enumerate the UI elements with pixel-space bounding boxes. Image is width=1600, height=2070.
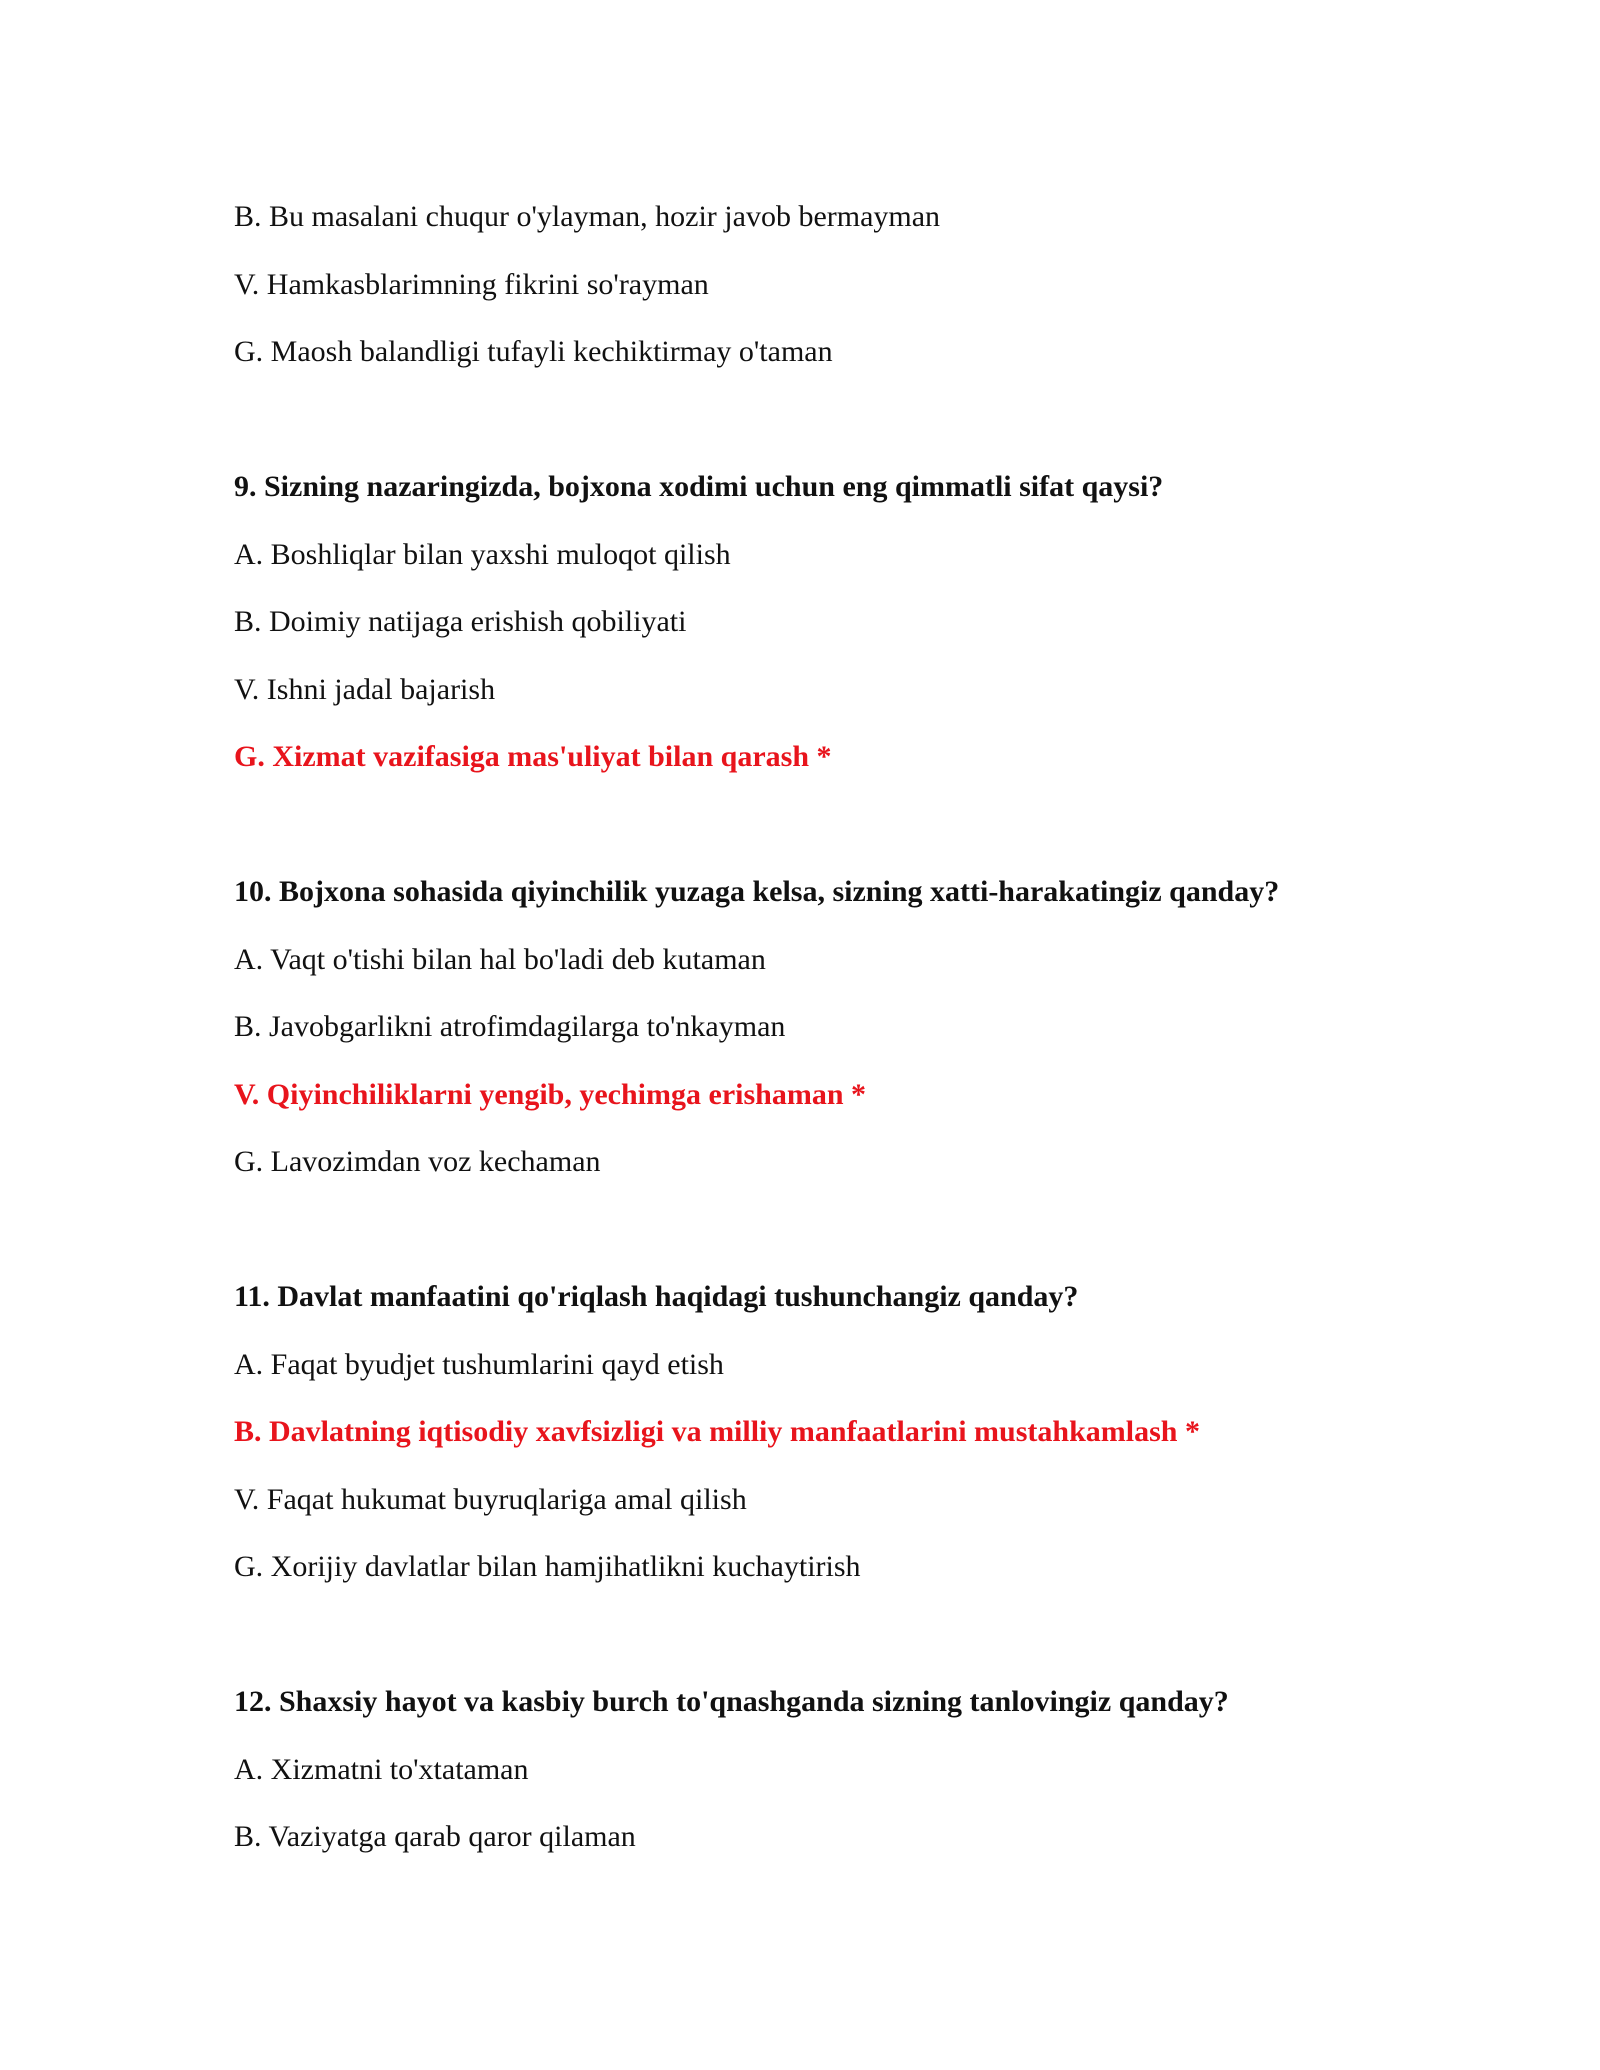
spacer [234, 1601, 1434, 1669]
option-11-g: G. Xorijiy davlatlar bilan hamjihatlikni kuchaytirish [234, 1550, 861, 1583]
option-12-a: A. Xizmatni to'xtataman [234, 1752, 529, 1786]
question-block-9 [234, 453, 1434, 791]
question-block-12 [234, 1668, 1434, 1871]
spacer [234, 791, 1434, 859]
question-title: 11. Davlat manfaatini qo'riqlash haqidagi tushunchangiz qanday? [234, 1280, 1079, 1313]
option-8-b: B. Bu masalani chuqur o'ylayman, hozir javob bermayman [234, 200, 941, 233]
option-8-v: V. Hamkasblarimning fikrini so'rayman [234, 267, 709, 301]
option-9-g-correct: G. Xizmat vazifasiga mas'uliyat bilan qarash * [234, 740, 832, 773]
question-8-continued-options [234, 183, 1434, 386]
spacer [234, 1196, 1434, 1264]
question-title: 12. Shaxsiy hayot va kasbiy burch to'qnashganda sizning tanlovingiz qanday? [234, 1685, 1229, 1718]
option-10-a: A. Vaqt o'tishi bilan hal bo'ladi deb kutaman [234, 942, 766, 976]
option-11-b-correct: B. Davlatning iqtisodiy xavfsizligi va milliy manfaatlarini mustahkamlash * [234, 1415, 1200, 1448]
question-block-11 [234, 1263, 1434, 1601]
document-page [234, 183, 1434, 1871]
question-title: 10. Bojxona sohasida qiyinchilik yuzaga kelsa, sizning xatti-harakatingiz qanday? [234, 875, 1280, 908]
option-12-b: B. Vaziyatga qarab qaror qilaman [234, 1820, 636, 1853]
question-block-10 [234, 858, 1434, 1196]
spacer [234, 386, 1434, 454]
option-10-g: G. Lavozimdan voz kechaman [234, 1145, 601, 1178]
option-8-g: G. Maosh balandligi tufayli kechiktirmay o'taman [234, 335, 833, 368]
option-11-a: A. Faqat byudjet tushumlarini qayd etish [234, 1347, 724, 1381]
option-11-v: V. Faqat hukumat buyruqlariga amal qilish [234, 1482, 747, 1516]
option-10-v-correct: V. Qiyinchiliklarni yengib, yechimga erishaman * [234, 1077, 867, 1111]
option-9-v: V. Ishni jadal bajarish [234, 672, 496, 706]
option-9-b: B. Doimiy natijaga erishish qobiliyati [234, 605, 687, 638]
option-9-a: A. Boshliqlar bilan yaxshi muloqot qilish [234, 537, 731, 571]
option-10-b: B. Javobgarlikni atrofimdagilarga to'nkayman [234, 1010, 786, 1043]
question-title: 9. Sizning nazaringizda, bojxona xodimi uchun eng qimmatli sifat qaysi? [234, 470, 1164, 503]
